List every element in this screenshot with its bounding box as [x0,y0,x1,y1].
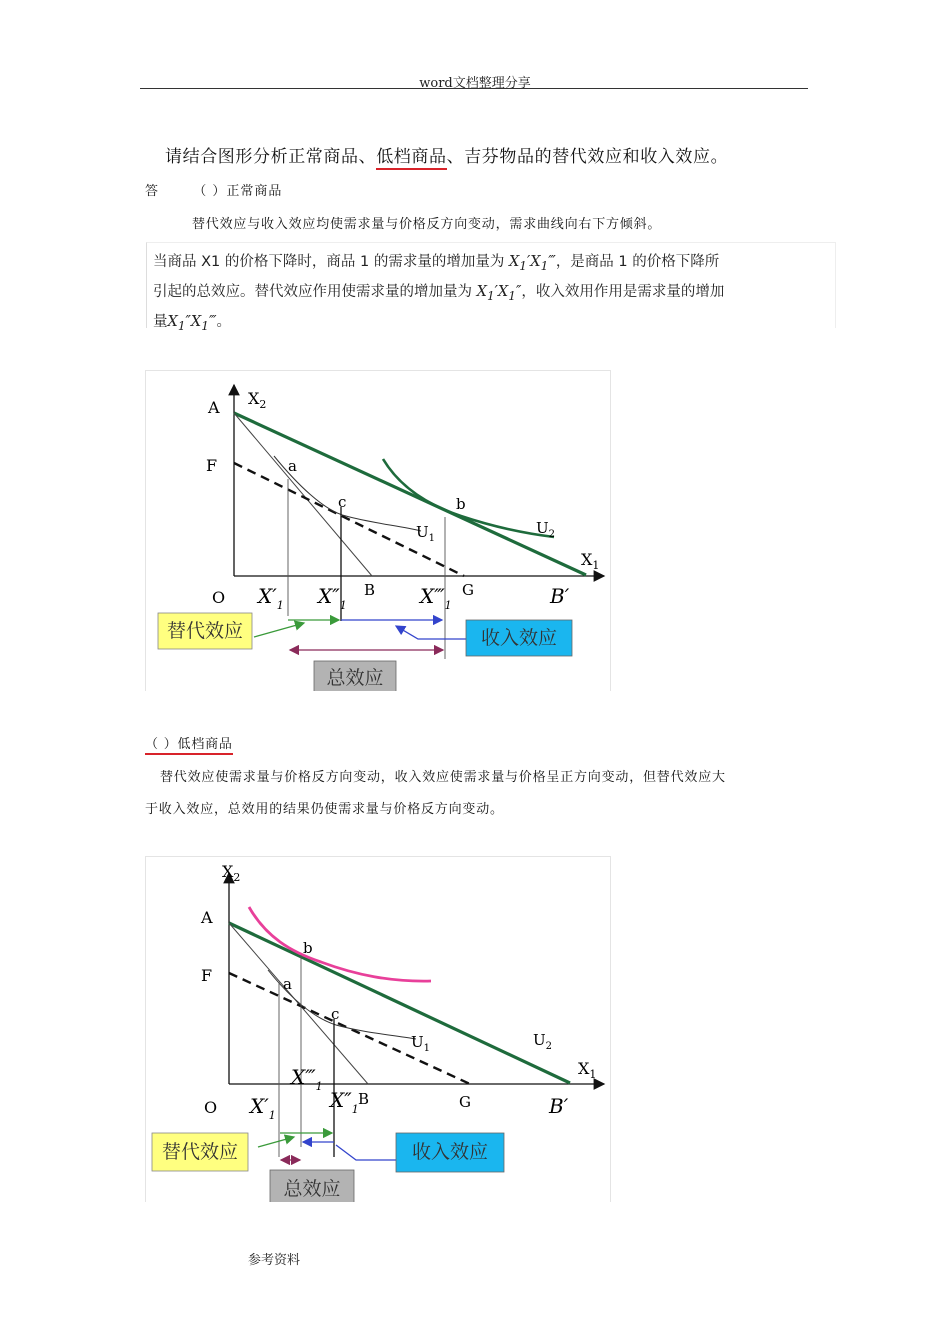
indifference-curve-u2 [383,459,554,537]
income-pointer [396,626,468,639]
income-pointer [336,1145,396,1160]
box-line-2: 引起的总效应。替代效应作用使需求量的增加量为 $X_1'X_1''$，收入效用作用是需求量的增加 [153,283,725,303]
header-rule [140,88,808,89]
section2-heading: （ ）低档商品 [145,733,233,752]
question-before: 请结合图形分析正常商品、 [165,147,377,167]
label-point-b: b [456,495,466,513]
budget-line-ab [229,923,368,1084]
tag-substitution-text: 替代效应 [161,1142,239,1163]
label-origin: O [204,1098,218,1117]
section1-text: 替代效应与收入效应均使需求量与价格反方向变动，需求曲线向右下方倾斜。 [192,217,662,232]
figure-inferior-goods [145,856,611,1202]
label-u1: $U_1$ [416,523,436,544]
tag-income-text: 收入效应 [480,628,558,649]
label-b-prime: B′ [549,1094,569,1118]
box-line-1: 当商品 X1 的价格下降时，商品 1 的需求量的增加量为 $X_1'X_1‴$，是商品 1 的价格下降所 [153,254,720,273]
page-footer: 参考资料 [248,1253,301,1268]
compensated-budget-line-fg [234,463,464,576]
label-point-c: c [331,1005,340,1023]
label-point-c: c [338,493,347,511]
label-origin: O [212,588,226,607]
figure2-svg [146,857,610,1202]
label-axis-x2: $X_2$ [222,862,241,884]
budget-line-ab [234,413,372,576]
label-axis-x1: $X_1$ [578,1059,597,1081]
answer-label: 答 [145,184,160,199]
section2-line1: 替代效应使需求量与价格反方向变动，收入效应使需求量与价格呈正方向变动，但替代效应大 [160,770,726,785]
question-underlined: 低档商品 [376,147,446,170]
tick-x1-triple-prime: $X‴_1$ [291,1065,323,1093]
label-f: F [206,456,218,475]
label-axis-x1: $X_1$ [581,550,600,572]
label-axis-x2: $X_2$ [248,389,267,411]
label-b: B [358,1090,370,1108]
label-u1: $U_1$ [411,1033,431,1054]
label-g: G [459,1093,471,1111]
label-point-b: b [303,939,313,957]
tick-x1-prime: $X'_1$ [250,1094,276,1122]
math-x1p-x1ppp: $X_1'X_1‴$ [508,254,556,273]
section1-heading: （ ）正常商品 [193,184,283,199]
label-b: B [364,581,376,599]
substitution-pointer [258,1137,294,1147]
figure-normal-goods [145,370,611,691]
box-line-3: 量$X_1''X_1‴$。 [153,313,231,333]
question-text [165,142,728,167]
label-b-prime: B′ [550,584,570,608]
label-g: G [462,581,474,599]
budget-line-ab-prime [229,923,570,1083]
label-a-upper: A [201,908,213,927]
tick-x1-double-prime: $X''_1$ [330,1088,359,1116]
tag-income-text: 收入效应 [411,1142,489,1163]
question-after: 、吉芬物品的替代效应和收入效应。 [446,147,729,167]
tag-substitution-text: 替代效应 [166,621,244,642]
math-x1p-x1pp: $X_1'X_1''$ [476,283,522,303]
answer-line [145,180,282,199]
substitution-pointer [254,623,304,637]
label-u2: $U_2$ [533,1031,553,1052]
tick-x1-double-prime: $X''_1$ [318,584,347,612]
tag-total-text: 总效应 [326,668,384,689]
label-point-a: a [283,975,292,993]
figure1-svg [146,371,610,691]
page-header: word文档整理分享 [419,76,531,91]
tag-total-text: 总效应 [283,1179,341,1200]
tick-x1-prime: $X'_1$ [258,584,284,612]
label-a-upper: A [208,398,220,417]
math-x1pp-x1ppp: $X_1''X_1‴$ [167,313,217,333]
tick-x1-triple-prime: $X‴_1$ [420,584,452,612]
normal-goods-box [146,242,836,333]
label-point-a: a [288,457,297,475]
label-f: F [201,966,213,985]
label-u2: $U_2$ [536,519,556,540]
section2-line2: 于收入效应，总效用的结果仍使需求量与价格反方向变动。 [145,802,504,817]
